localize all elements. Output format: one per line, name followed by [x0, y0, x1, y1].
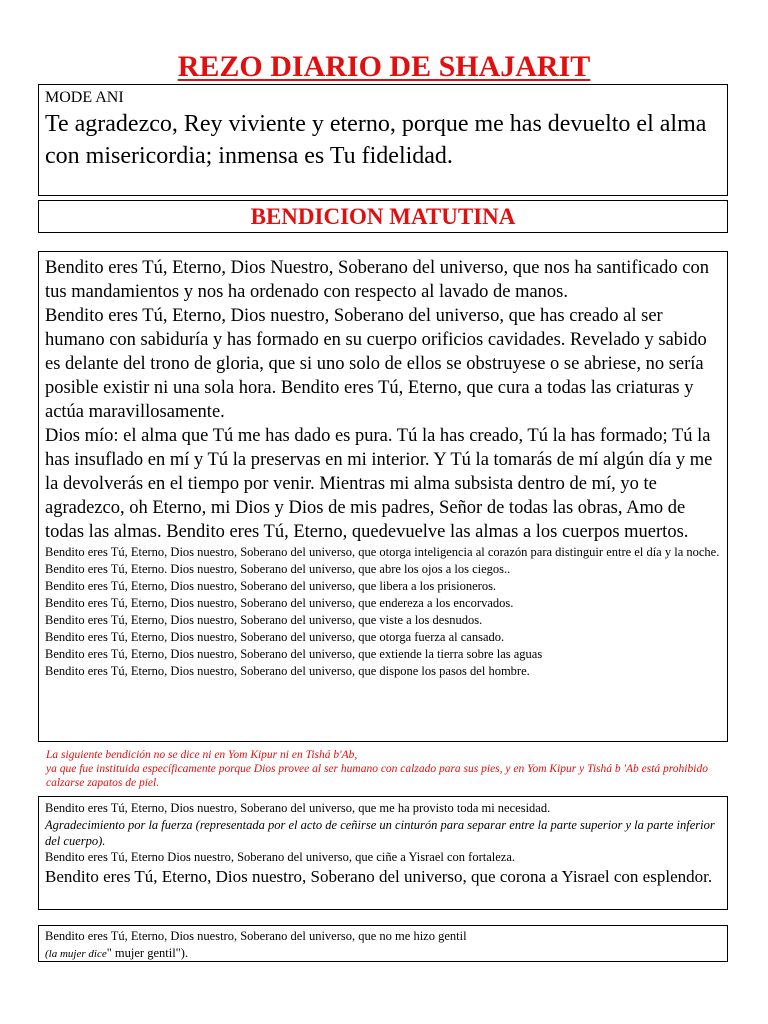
- mode-ani-label: MODE ANI: [45, 89, 124, 106]
- mode-ani-box: [38, 84, 728, 196]
- blessing-line: Bendito eres Tú, Eterno, Dios nuestro, Soberano del universo, que otorga inteligencia al corazón para distinguir entre el día y la noche.: [45, 545, 720, 559]
- blessing-paragraph: Bendito eres Tú, Eterno, Dios nuestro, Soberano del universo, que has creado al ser humano con sabiduría y has formado en su cuerpo orificios cavidades. Revelado y sabido es delante del trono de gloria, que si uno solo de ellos se obstruyese o se abriese, no sería posible existir ni una sola hora. Bendito eres Tú, Eterno, que cura a todas las criaturas y actúa maravillosamente.: [45, 306, 707, 422]
- section-heading: BENDICION MATUTINA: [38, 200, 728, 233]
- note-line: ya que fue instituida específicamente porque Dios provee al ser humano con calzado para sus pies, y en Yom Kipur y Tishá b 'Ab está prohibido calzarse zapatos de piel.: [46, 763, 708, 789]
- blessing-line: Bendito eres Tú, Eterno Dios nuestro, Soberano del universo, que ciñe a Yisrael con fortaleza.: [45, 850, 515, 864]
- blessing-paragraph: Bendito eres Tú, Eterno, Dios Nuestro, Soberano del universo, que nos ha santificado con tus mandamientos y nos ha ordenado con respecto al lavado de manos.: [45, 258, 709, 302]
- blessings-box: [38, 251, 728, 742]
- gentil-box: [38, 925, 728, 962]
- blessing-line: Bendito eres Tú, Eterno, Dios nuestro, Soberano del universo, que corona a Yisrael con esplendor.: [45, 867, 713, 886]
- mode-ani-text: Te agradezco, Rey viviente y eterno, porque me has devuelto el alma con misericordia; inmensa es Tu fidelidad.: [45, 111, 707, 169]
- blessing-line: Bendito eres Tú, Eterno, Dios nuestro, Soberano del universo, que extiende la tierra sobre las aguas: [45, 647, 543, 661]
- gentil-note-rest: " mujer gentil").: [106, 946, 189, 960]
- blessing-line: Bendito eres Tú, Eterno, Dios nuestro, Soberano del universo, que no me hizo gentil: [45, 929, 467, 943]
- blessing-line: Bendito eres Tú, Eterno, Dios nuestro, Soberano del universo, que me ha provisto toda mi necesidad.: [45, 801, 551, 815]
- note-line: La siguiente bendición no se dice ni en Yom Kipur ni en Tishá b'Ab,: [46, 749, 358, 761]
- blessing-paragraph: Dios mío: el alma que Tú me has dado es pura. Tú la has creado, Tú la has formado; Tú la has insuflado en mí y Tú la preservas en mi interior. Y Tú la tomarás de mí algún día y me la devolverás en el tiempo por venir. Mientras mi alma subsista dentro de mí, yo te agradezco, oh Eterno, mi Dios y Dios de mis padres, Señor de todas las obras, Amo de todas las almas. Bendito eres Tú, Eterno, quedevuelve las almas a los cuerpos muertos.: [45, 426, 713, 542]
- gentil-note: [45, 945, 721, 963]
- blessing-line: Bendito eres Tú, Eterno, Dios nuestro, Soberano del universo, que otorga fuerza al cansado.: [45, 630, 505, 644]
- blessing-line: Bendito eres Tú, Eterno, Dios nuestro, Soberano del universo, que dispone los pasos del hombre.: [45, 664, 530, 678]
- italic-note: Agradecimiento por la fuerza (representada por el acto de ceñirse un cinturón para separar entre la parte superior y la parte inferior del cuerpo).: [45, 818, 715, 848]
- blessing-line: Bendito eres Tú, Eterno, Dios nuestro, Soberano del universo, que libera a los prisioneros.: [45, 579, 497, 593]
- strength-box: [38, 796, 728, 910]
- blessing-line: Bendito eres Tú, Eterno, Dios nuestro, Soberano del universo, que viste a los desnudos.: [45, 613, 483, 627]
- blessing-line: Bendito eres Tú, Eterno. Dios nuestro, Soberano del universo, que abre los ojos a los ciegos..: [45, 562, 511, 576]
- page-title: REZO DIARIO DE SHAJARIT: [177, 50, 591, 83]
- blessing-line: Bendito eres Tú, Eterno, Dios nuestro, Soberano del universo, que endereza a los encorvados.: [45, 596, 514, 610]
- gentil-note-italic: (la mujer dice: [45, 948, 107, 960]
- red-note: [46, 748, 746, 790]
